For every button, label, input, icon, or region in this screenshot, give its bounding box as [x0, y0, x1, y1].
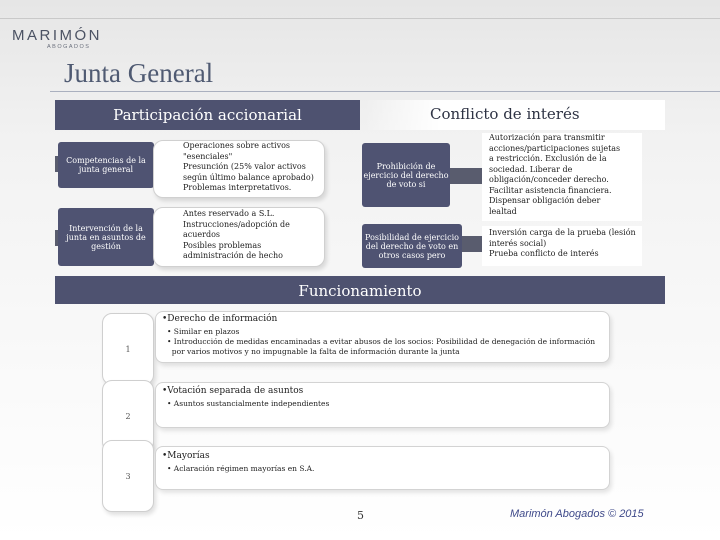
step-3-sub-1: • Aclaración régimen mayorías en S.A.: [167, 464, 315, 473]
right-row-2-label-box: [362, 224, 462, 268]
step-2-title: •Votación separada de asuntos: [162, 386, 304, 396]
step-3-content-box: [155, 446, 610, 490]
footer-copyright: Marimón Abogados © 2015: [510, 508, 644, 520]
step-2-number: 2: [125, 411, 131, 421]
right-row-2-label: Posibilidad de ejercicio del derecho de voto en otros casos pero: [365, 232, 459, 260]
text-line: Facilitar asistencia financiera.: [489, 185, 612, 195]
step-1-sub-3: por varios motivos y no impugnable la falta de información durante la junta: [167, 347, 460, 356]
step-2-sub-1: • Asuntos sustancialmente independientes: [167, 399, 330, 408]
right-section-title: Conflicto de interés: [430, 105, 580, 123]
text-line: Antes reservado a S.L.: [183, 209, 275, 218]
text-line: Inversión carga de la prueba (lesión: [489, 228, 636, 237]
text-line: lealtad: [489, 206, 517, 216]
text-line: Instrucciones/adopción de: [183, 219, 290, 229]
text-line: Posibles problemas: [183, 240, 262, 250]
left-row-2-label: Intervención de la junta en asuntos de gestión: [66, 223, 146, 251]
left-section-title: Participación accionarial: [113, 106, 302, 124]
left-row-1-label: Competencias de la junta general: [66, 156, 146, 174]
text-line: Dispensar obligación deber: [489, 196, 601, 205]
right-row-1-text: [489, 133, 649, 217]
step-3-number: 3: [125, 471, 131, 481]
page-title: Junta General: [64, 58, 214, 88]
text-line: sociedad. Liberar de: [489, 164, 573, 174]
text-line: acuerdos: [183, 230, 221, 239]
step-1-content-box: [155, 311, 610, 363]
step-1-sub-1: • Similar en plazos: [167, 327, 240, 336]
right-row-1-label-box: [362, 143, 450, 207]
text-line: acciones/participaciones sujetas: [489, 143, 621, 153]
text-line: administración de hecho: [183, 251, 283, 260]
step-3-title: •Mayorías: [162, 451, 210, 461]
right-section-header: [365, 100, 665, 130]
left-row-2-label-box: [58, 208, 154, 266]
left-row-1-text: [183, 141, 333, 194]
top-rule: [0, 18, 720, 19]
left-row-2-text: [183, 209, 333, 262]
text-line: Autorización para transmitir: [489, 133, 605, 142]
step-1-sub-2: • Introducción de medidas encaminadas a evitar abusos de los socios: Posibilidad de denegación de información: [167, 337, 596, 346]
right-row-2-text: [489, 228, 649, 260]
text-line: obligación/conceder derecho.: [489, 175, 609, 184]
funcionamiento-header: [55, 276, 665, 304]
text-line: según último balance aprobado): [183, 172, 314, 182]
text-line: interés social): [489, 238, 547, 248]
funcionamiento-title: Funcionamiento: [298, 282, 422, 300]
text-line: Prueba conflicto de interés: [489, 249, 599, 258]
step-2-content-box: [155, 382, 610, 428]
logo: MARIMÓN: [12, 27, 102, 44]
text-line: a restricción. Exclusión de la: [489, 154, 607, 163]
left-row-1-label-box: [58, 142, 154, 188]
step-1-number: 1: [125, 344, 131, 354]
page-number: 5: [357, 509, 364, 522]
text-line: "esenciales": [183, 151, 233, 161]
title-rule: [50, 91, 720, 92]
text-line: Operaciones sobre activos: [183, 141, 291, 150]
step-1-number-box: [102, 313, 154, 385]
right-row-1-label: Prohibición de ejercicio del derecho de voto si: [363, 161, 449, 189]
step-3-number-box: [102, 440, 154, 512]
step-1-title: •Derecho de información: [162, 314, 278, 324]
logo-subtitle: ABOGADOS: [47, 44, 91, 50]
left-section-header: [55, 100, 360, 130]
text-line: Presunción (25% valor activos: [183, 162, 306, 171]
text-line: Problemas interpretativos.: [183, 183, 292, 192]
